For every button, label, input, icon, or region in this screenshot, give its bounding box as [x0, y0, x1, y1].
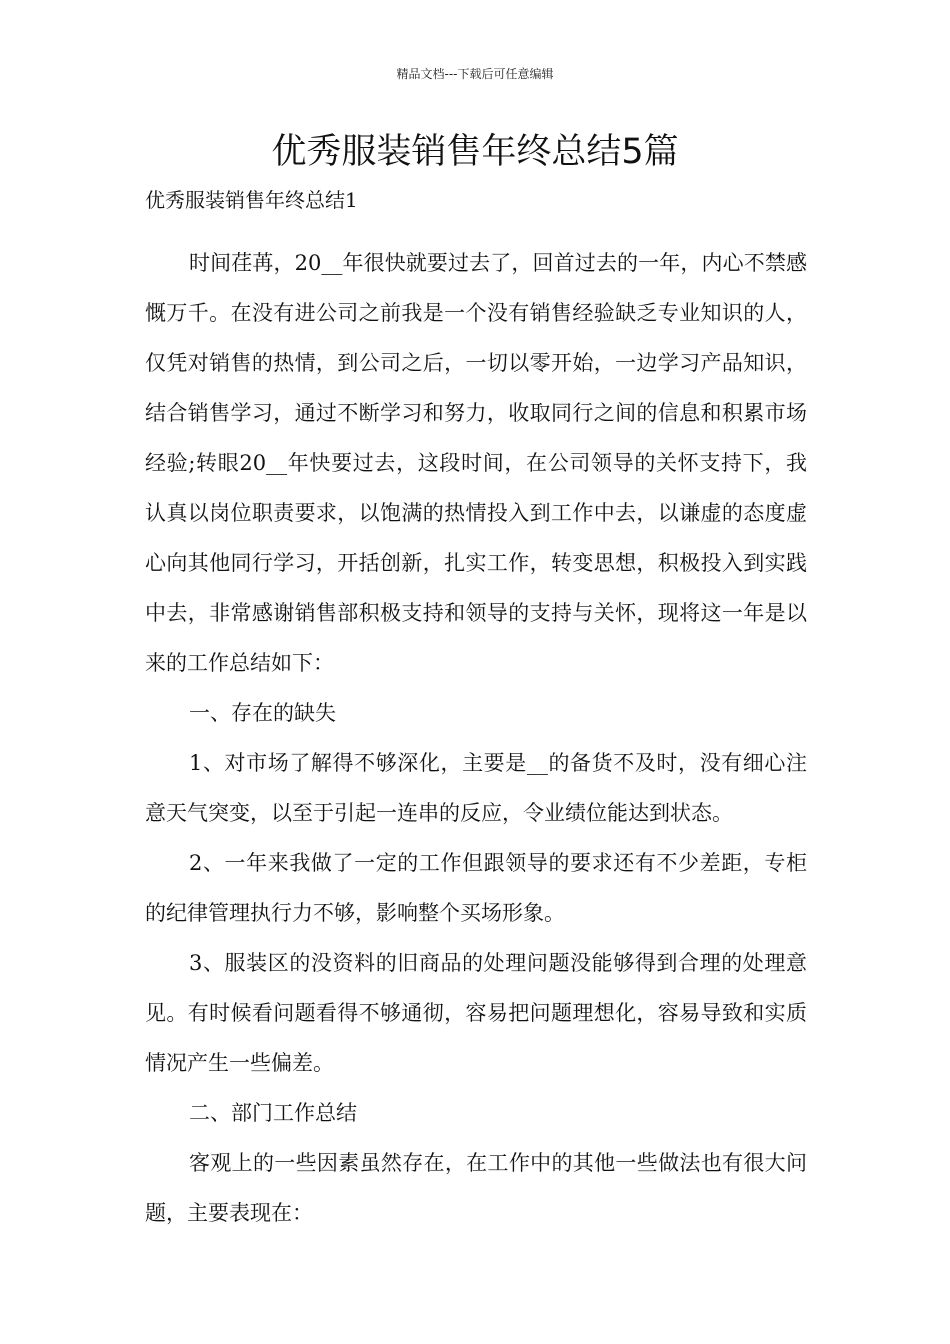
- heading-shortcomings: 一、存在的缺失: [189, 701, 336, 725]
- header-note: 精品文档---下载后可任意编辑: [396, 67, 554, 81]
- paragraph-objective-factors: 客观上的一些因素虽然存在，在工作中的其他一些做法也有很大问题，主要表现在：: [145, 1151, 807, 1225]
- paragraph-point-1: 1、对市场了解得不够深化，主要是__的备货不及时，没有细心注意天气突变，以至于引起一连串的反应，令业绩位能达到状态。: [145, 751, 807, 825]
- section-subtitle: 优秀服装销售年终总结1: [145, 188, 358, 212]
- paragraph-intro: 时间荏苒，20__年很快就要过去了，回首过去的一年，内心不禁感慨万千。在没有进公司之前我是一个没有销售经验缺乏专业知识的人，仅凭对销售的热情，到公司之后，一切以零开始，一边学习产品知识，结合销售学习，通过不断学习和努力，收取同行之间的信息和积累市场经验;转眼20__年快要过去，这段时间，在公司领导的关怀支持下，我认真以岗位职责要求，以饱满的热情投入到工作中去，以谦虚的态度虚心向其他同行学习，开括创新，扎实工作，转变思想，积极投入到实践中去，非常感谢销售部积极支持和领导的支持与关怀，现将这一年是以来的工作总结如下：: [145, 251, 807, 675]
- document-body: [145, 238, 807, 1238]
- heading-department-summary: 二、部门工作总结: [189, 1101, 357, 1125]
- paragraph-point-3: 3、服装区的没资料的旧商品的处理问题没能够得到合理的处理意见。有时候看问题看得不够通彻，容易把问题理想化，容易导致和实质情况产生一些偏差。: [145, 951, 807, 1075]
- paragraph-point-2: 2、一年来我做了一定的工作但跟领导的要求还有不少差距，专柜的纪律管理执行力不够，影响整个买场形象。: [145, 851, 807, 925]
- document-title: 优秀服装销售年终总结5篇: [271, 132, 679, 172]
